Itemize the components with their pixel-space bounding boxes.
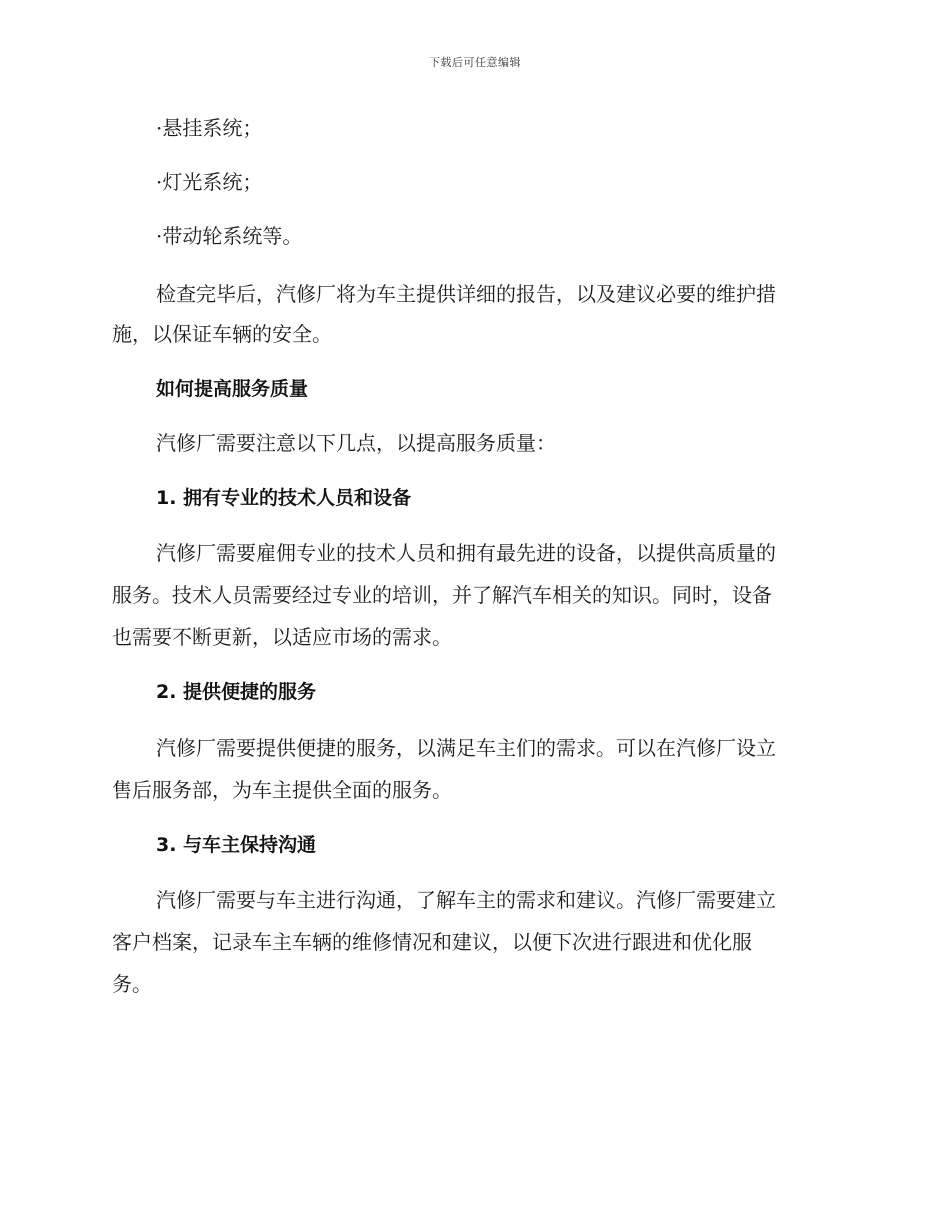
item-1-line-1: 汽修厂需要雇佣专业的技术人员和拥有最先进的设备，以提供高质量的 <box>156 541 776 565</box>
bullet-item-drive-wheel: ·带动轮系统等。 <box>156 224 303 248</box>
intro-paragraph-line-2: 施，以保证车辆的安全。 <box>112 322 332 346</box>
bullet-item-lighting: ·灯光系统； <box>156 170 263 194</box>
bullet-item-suspension: ·悬挂系统； <box>156 116 263 140</box>
page-header: 下载后可任意编辑 <box>429 56 521 69</box>
item-2-heading: 2. 提供便捷的服务 <box>156 681 317 703</box>
item-3-line-1: 汽修厂需要与车主进行沟通，了解车主的需求和建议。汽修厂需要建立 <box>156 888 776 912</box>
item-1-line-3: 也需要不断更新，以适应市场的需求。 <box>112 625 452 649</box>
section-heading: 如何提高服务质量 <box>156 378 309 400</box>
item-3-line-2: 客户档案，记录车主车辆的维修情况和建议，以便下次进行跟进和优化服 <box>112 930 752 954</box>
item-1-line-2: 服务。技术人员需要经过专业的培训，并了解汽车相关的知识。同时，设备 <box>112 583 772 607</box>
item-1-heading: 1. 拥有专业的技术人员和设备 <box>156 487 412 509</box>
section-intro: 汽修厂需要注意以下几点，以提高服务质量： <box>156 431 556 455</box>
item-2-line-1: 汽修厂需要提供便捷的服务，以满足车主们的需求。可以在汽修厂设立 <box>156 736 776 760</box>
item-2-line-2: 售后服务部，为车主提供全面的服务。 <box>112 778 452 802</box>
item-3-line-3: 务。 <box>112 972 152 996</box>
intro-paragraph-line-1: 检查完毕后，汽修厂将为车主提供详细的报告，以及建议必要的维护措 <box>156 282 776 306</box>
item-3-heading: 3. 与车主保持沟通 <box>156 834 317 856</box>
